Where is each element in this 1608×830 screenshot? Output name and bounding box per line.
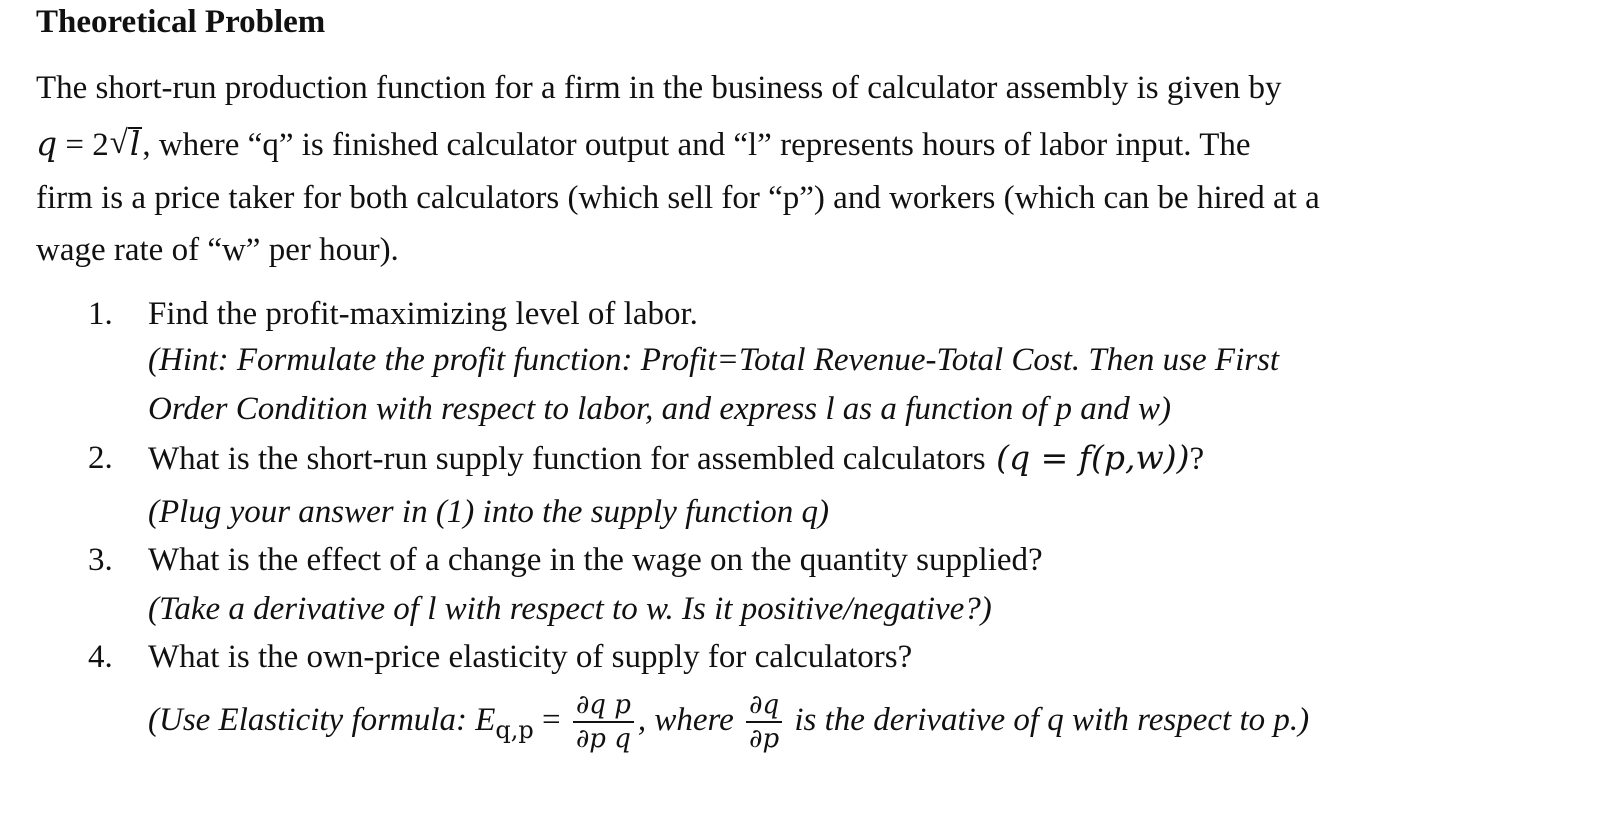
- elasticity-formula-prefix: (Use Elasticity formula: E: [148, 702, 496, 738]
- item-3-hint-line-1: (Take a derivative of l with respect to w. Is it positive/negative?): [148, 591, 992, 627]
- sqrt-variable: l: [129, 124, 141, 163]
- item-4-hint-formula: [148, 690, 1309, 760]
- intro-line-2: [36, 124, 1251, 165]
- elasticity-equals: =: [533, 702, 569, 738]
- item-2-question-end: ?: [1189, 441, 1205, 477]
- item-2-question: [148, 438, 1204, 479]
- item-number: 3.: [88, 542, 113, 578]
- fraction-denominator: ∂p: [749, 724, 780, 755]
- elasticity-fraction: [573, 691, 634, 753]
- supply-function-math: (q = f(p,w)): [985, 438, 1190, 477]
- item-2-hint-line-1: (Plug your answer in (1) into the supply function q): [148, 494, 829, 530]
- intro-line-1: The short-run production function for a firm in the business of calculator assembly is given by: [36, 70, 1282, 106]
- math-equals-two: = 2: [57, 127, 109, 163]
- derivative-fraction: [746, 691, 782, 753]
- item-number: 4.: [88, 639, 113, 675]
- elasticity-subscript: q,p: [495, 716, 534, 744]
- intro-line-2-text: , where “q” is finished calculator output and “l” represents hours of labor input. The: [142, 127, 1251, 163]
- fraction-denominator: ∂p q: [575, 724, 631, 755]
- item-number: 1.: [88, 296, 113, 332]
- item-number: 2.: [88, 440, 113, 476]
- intro-line-4: wage rate of “w” per hour).: [36, 232, 399, 268]
- fraction-numerator: ∂q p: [573, 691, 634, 723]
- sqrt-radical-icon: √: [109, 125, 128, 161]
- item-1-question: Find the profit-maximizing level of labor.: [148, 296, 698, 332]
- math-q: q: [36, 124, 58, 163]
- item-2-question-text: What is the short-run supply function for assembled calculators: [148, 441, 986, 477]
- sqrt-expression: [110, 125, 143, 165]
- item-3-question: What is the effect of a change in the wage on the quantity supplied?: [148, 542, 1043, 578]
- item-1-hint-line-1: (Hint: Formulate the profit function: Profit=Total Revenue-Total Cost. Then use First: [148, 342, 1280, 378]
- section-heading: Theoretical Problem: [36, 4, 326, 40]
- where-text: , where: [637, 702, 743, 738]
- item-4-question: What is the own-price elasticity of supply for calculators?: [148, 639, 913, 675]
- intro-line-3: firm is a price taker for both calculators (which sell for “p”) and workers (which can be hired at a: [36, 180, 1320, 216]
- elasticity-formula-suffix: is the derivative of q with respect to p.): [786, 702, 1310, 738]
- item-1-hint-line-2: Order Condition with respect to labor, and express l as a function of p and w): [148, 391, 1171, 427]
- fraction-numerator: ∂q: [746, 691, 782, 723]
